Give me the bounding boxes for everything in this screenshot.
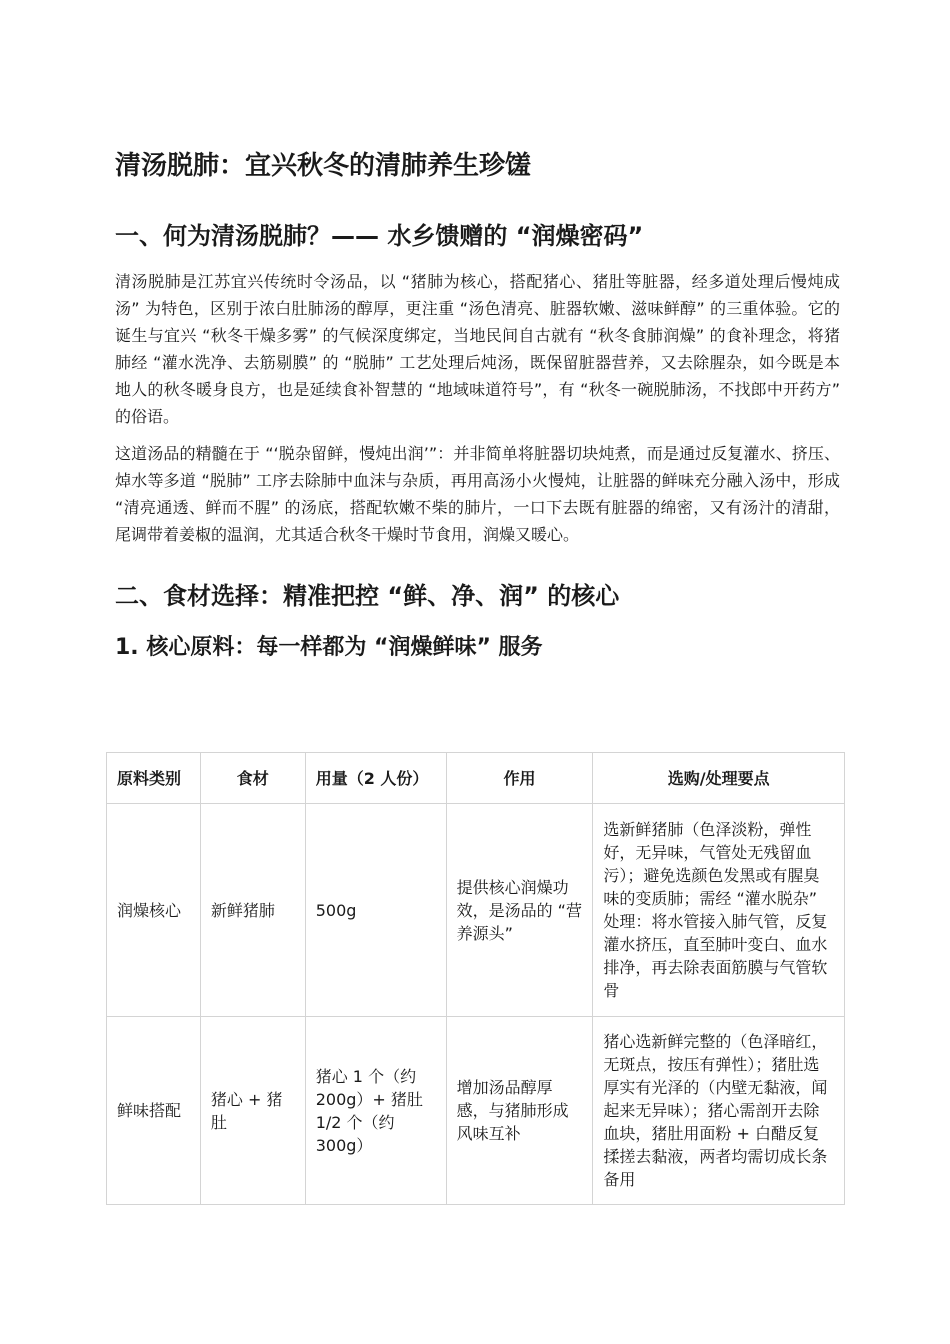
header-amount: 用量（2 人份）: [305, 753, 446, 804]
table-row: [107, 804, 845, 1017]
cell-ingredient: 猪心 + 猪肚: [200, 1017, 305, 1205]
cell-function: 增加汤品醇厚感，与猪肺形成风味互补: [446, 1017, 593, 1205]
section-2-heading: 二、食材选择：精准把控 “鲜、净、润” 的核心: [115, 582, 620, 610]
page-title: 清汤脱肺：宜兴秋冬的清肺养生珍馐: [115, 151, 532, 181]
table-header-row: [107, 753, 845, 804]
cell-category: 鲜味搭配: [107, 1017, 201, 1205]
cell-amount: 猪心 1 个（约 200g）+ 猪肚 1/2 个（约 300g）: [305, 1017, 446, 1205]
header-ingredient: 食材: [200, 753, 305, 804]
document-body: [115, 146, 840, 708]
header-category: 原料类别: [107, 753, 201, 804]
header-function: 作用: [446, 753, 593, 804]
cell-function: 提供核心润燥功效，是汤品的 “营养源头”: [446, 804, 593, 1017]
cell-amount: 500g: [305, 804, 446, 1017]
section-2-subheading: 1. 核心原料：每一样都为 “润燥鲜味” 服务: [115, 635, 543, 660]
section-1-paragraph-2: 这道汤品的精髓在于 “‘脱杂留鲜，慢炖出润’”：并非简单将脏器切块炖煮，而是通过反复灌水、挤压、焯水等多道 “脱肺” 工序去除肺中血沫与杂质，再用高汤小火慢炖，让脏器的鲜味充分融入汤中，形成 “清亮通透、鲜而不腥” 的汤底，搭配软嫩不柴的肺片，一口下去既有脏器的绵密，又有汤汁的清甜，尾调带着姜椒的温润，尤其适合秋冬干燥时节食用，润燥又暖心。: [115, 444, 840, 544]
section-1-heading: 一、何为清汤脱肺？—— 水乡馈赠的 “润燥密码”: [115, 222, 644, 250]
header-selection-tips: 选购/处理要点: [593, 753, 845, 804]
cell-selection-tips: 猪心选新鲜完整的（色泽暗红，无斑点，按压有弹性）；猪肚选厚实有光泽的（内壁无黏液，闻起来无异味）；猪心需剖开去除血块，猪肚用面粉 + 白醋反复揉搓去黏液，两者均需切成长条备用: [593, 1017, 845, 1205]
ingredients-table: [106, 752, 845, 1205]
cell-category: 润燥核心: [107, 804, 201, 1017]
cell-selection-tips: 选新鲜猪肺（色泽淡粉，弹性好，无异味，气管处无残留血污）；避免选颜色发黑或有腥臭味的变质肺；需经 “灌水脱杂” 处理：将水管接入肺气管，反复灌水挤压，直至肺叶变白、血水排净，再去除表面筋膜与气管软骨: [593, 804, 845, 1017]
table-row: [107, 1017, 845, 1205]
section-1-paragraph-1: 清汤脱肺是江苏宜兴传统时令汤品，以 “猪肺为核心，搭配猪心、猪肚等脏器，经多道处理后慢炖成汤” 为特色，区别于浓白肚肺汤的醇厚，更注重 “汤色清亮、脏器软嫩、滋味鲜醇” 的三重体验。它的诞生与宜兴 “秋冬干燥多雾” 的气候深度绑定，当地民间自古就有 “秋冬食肺润燥” 的食补理念，将猪肺经 “灌水洗净、去筋剔膜” 的 “脱肺” 工艺处理后炖汤，既保留脏器营养，又去除腥杂，如今既是本地人的秋冬暖身良方，也是延续食补智慧的 “地域味道符号”，有 “秋冬一碗脱肺汤，不找郎中开药方” 的俗语。: [115, 272, 840, 426]
cell-ingredient: 新鲜猪肺: [200, 804, 305, 1017]
